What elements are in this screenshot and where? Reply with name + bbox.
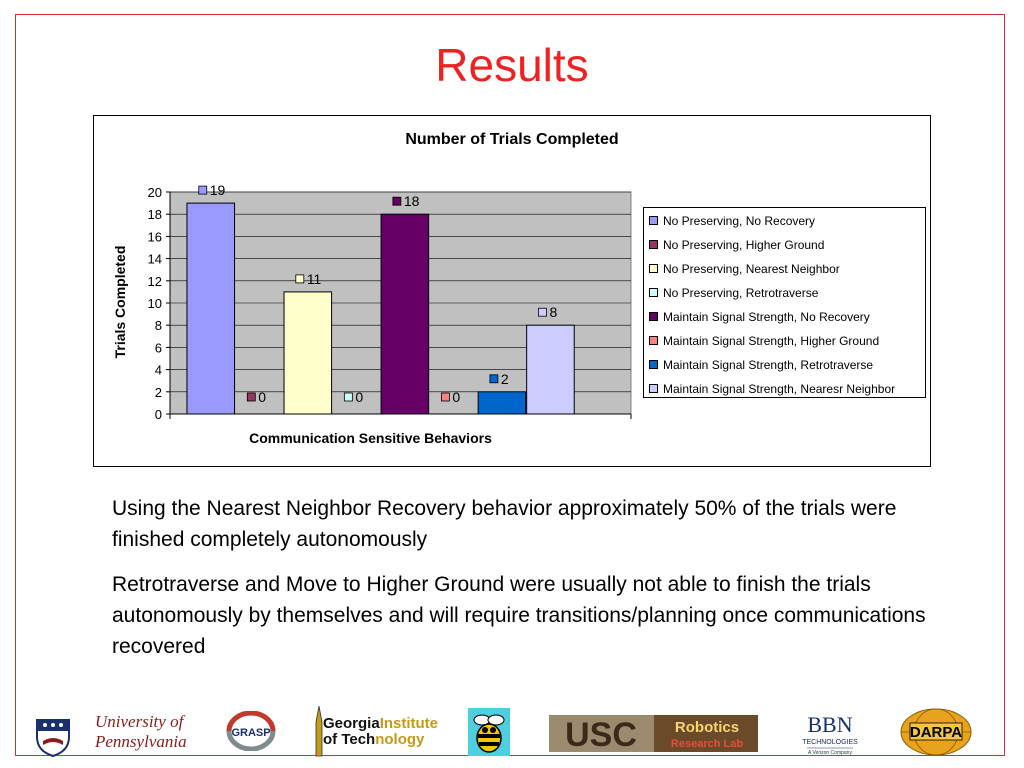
legend-swatch	[649, 216, 658, 225]
legend-label: Maintain Signal Strength, Retrotraverse	[663, 358, 874, 372]
legend-item	[649, 286, 818, 300]
gt-word-2: Institute	[379, 715, 439, 732]
usc-robotics-text: Robotics	[674, 719, 740, 736]
bar	[187, 203, 235, 414]
usc-lab-text: Research Lab	[670, 738, 744, 750]
data-label-marker	[199, 186, 207, 194]
penn-logo-text	[95, 712, 187, 752]
legend-item	[649, 358, 873, 372]
data-label-marker	[296, 275, 304, 283]
darpa-logo-text: DARPA	[909, 724, 963, 741]
bbn-logo-text: BBN	[807, 712, 853, 737]
usc-logo-text: USC	[565, 716, 637, 752]
y-tick-label: 16	[147, 229, 162, 245]
penn-line-2: Pennsylvania	[95, 732, 187, 751]
chart-legend	[643, 207, 926, 398]
legend-label: No Preserving, Retrotraverse	[663, 286, 819, 300]
bbn-logo	[795, 712, 865, 756]
data-label-marker	[247, 393, 255, 401]
legend-item	[649, 214, 815, 228]
legend-label: No Preserving, Higher Ground	[663, 238, 825, 252]
y-tick-label: 20	[147, 185, 162, 200]
y-tick-label: 10	[147, 296, 162, 311]
data-label: 19	[209, 182, 226, 199]
data-label: 11	[306, 270, 322, 287]
legend-item	[649, 310, 870, 324]
legend-swatch	[649, 240, 658, 249]
data-label-marker	[490, 375, 498, 383]
data-label-marker	[441, 393, 449, 401]
georgia-tech-logo	[313, 706, 463, 758]
gt-word-4: nology	[375, 731, 425, 748]
y-axis-label: Trials Completed	[112, 245, 128, 359]
data-label: 8	[549, 304, 558, 321]
gt-word-1: Georgia	[323, 715, 380, 732]
darpa-logo	[900, 708, 972, 756]
grasp-logo-text: GRASP	[231, 727, 271, 739]
usc-robotics-logo	[549, 715, 758, 752]
gt-logo-text	[323, 716, 438, 748]
legend-label: Maintain Signal Strength, No Recovery	[663, 310, 870, 324]
x-axis-label: Communication Sensitive Behaviors	[249, 430, 492, 446]
legend-label: Maintain Signal Strength, Nearesr Neighbor	[663, 382, 896, 396]
logo-bar	[0, 700, 1024, 768]
data-label: 0	[452, 389, 461, 405]
bar	[381, 214, 429, 414]
legend-swatch	[649, 288, 658, 297]
legend-swatch	[649, 384, 658, 393]
grasp-logo	[221, 711, 281, 751]
penn-line-1: University of	[95, 712, 184, 731]
y-tick-label: 14	[147, 251, 162, 267]
legend-swatch	[649, 312, 658, 321]
page-title: Results	[435, 39, 589, 91]
yellow-jacket-mascot-logo	[468, 708, 510, 756]
y-tick-label: 6	[154, 340, 162, 356]
data-label-marker	[538, 308, 546, 316]
legend-swatch	[649, 336, 658, 345]
legend-swatch	[649, 264, 658, 273]
chart-title: Number of Trials Completed	[405, 131, 619, 148]
data-label: 18	[403, 193, 420, 210]
legend-label: Maintain Signal Strength, Higher Ground	[663, 334, 880, 348]
bullet-2: Retrotraverse and Move to Higher Ground were usually not able to finish the trials autonomously by themselves and will require transitions/planning once communications recovered	[112, 573, 926, 658]
legend-item	[649, 334, 879, 348]
legend-label: No Preserving, No Recovery	[663, 214, 816, 228]
bar	[478, 392, 526, 414]
y-tick-label: 0	[154, 407, 162, 422]
bbn-sub-text: TECHNOLOGIES	[802, 739, 858, 746]
data-label-marker	[344, 393, 352, 401]
bar	[527, 325, 575, 414]
legend-item	[649, 382, 895, 396]
y-tick-label: 2	[154, 384, 162, 400]
bbn-sub2-text: A Verizon Company	[808, 750, 852, 756]
bullet-1: Using the Nearest Neighbor Recovery behavior approximately 50% of the trials were finished completely autonomously	[112, 497, 897, 551]
data-label-marker	[393, 197, 401, 205]
data-label: 0	[355, 389, 364, 405]
y-tick-label: 4	[154, 362, 162, 378]
legend-label: No Preserving, Nearest Neighbor	[663, 262, 840, 276]
gt-word-3: of Tech	[323, 731, 376, 748]
bar	[284, 292, 332, 414]
data-label: 2	[500, 370, 509, 387]
penn-shield-logo	[33, 717, 73, 757]
legend-item	[649, 238, 824, 252]
data-label: 0	[258, 389, 267, 405]
y-tick-label: 18	[147, 207, 162, 223]
legend-item	[649, 262, 840, 276]
y-tick-label: 8	[154, 318, 162, 334]
y-tick-label: 12	[147, 273, 162, 289]
legend-swatch	[649, 360, 658, 369]
